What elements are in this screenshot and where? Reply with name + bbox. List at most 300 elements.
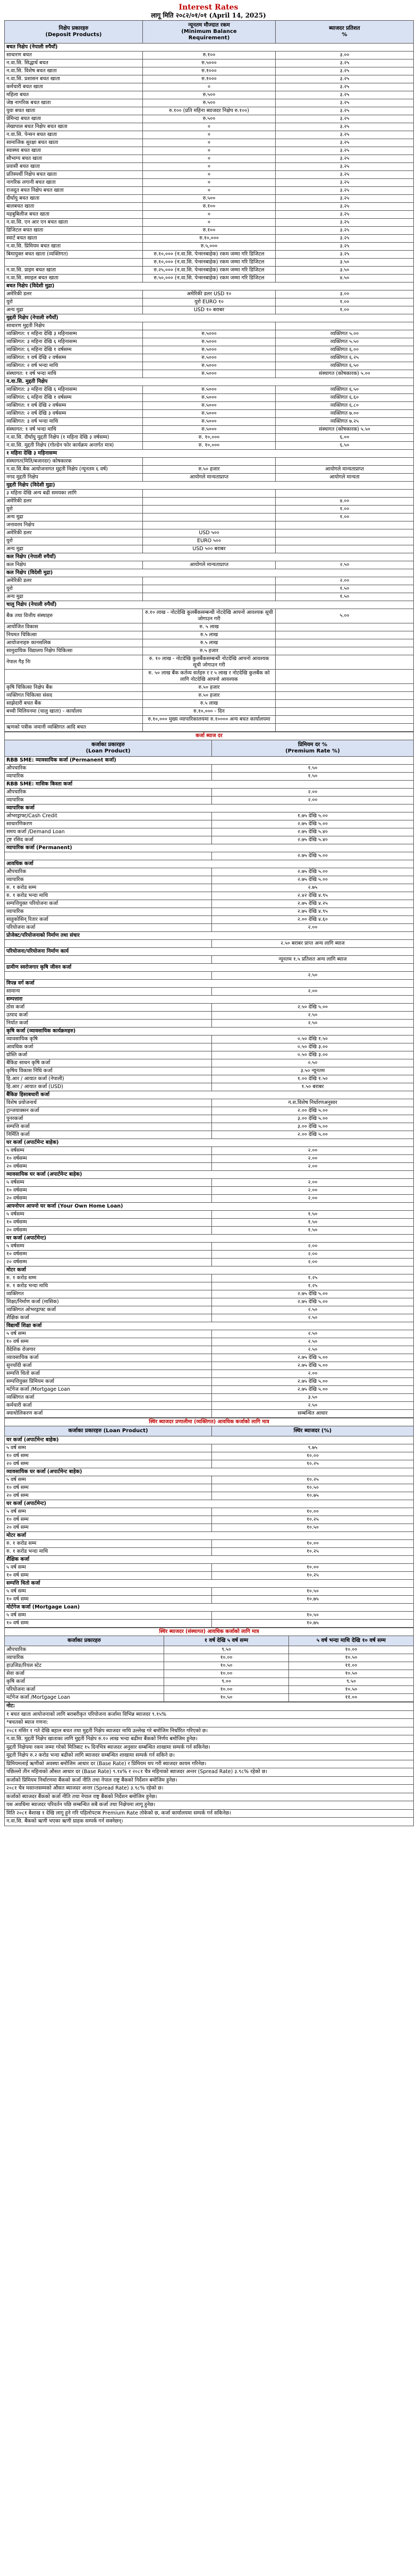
product-name: न.वा.सि. प्रशासन बचत खाता xyxy=(5,75,143,83)
table-row xyxy=(5,812,414,820)
interest-rate: २.५० xyxy=(276,561,414,569)
fixed-rate: १०.२५ xyxy=(212,1572,414,1580)
table-row xyxy=(5,692,414,700)
table-row xyxy=(5,1211,414,1219)
product-name: न.वा.सि. सिद्धार्थ बचत xyxy=(5,59,143,67)
loan-product: ठोस कर्जा xyxy=(5,1004,212,1012)
section-title: RBB SME: मासिक किस्ता कर्जा xyxy=(5,781,414,789)
note-row xyxy=(5,1710,414,1719)
table-row xyxy=(5,1020,414,1028)
note-row xyxy=(5,1785,414,1793)
section-title: प्रोजेक्ट/परियोजनाको निर्माण तथा संचार xyxy=(5,932,414,940)
loan-product xyxy=(5,852,212,860)
product-name: महबुबिलीज बचत खाता xyxy=(5,211,143,219)
product-name xyxy=(5,259,143,267)
section-header xyxy=(5,1203,414,1211)
loan-product: कर्मचारी कर्जा xyxy=(5,1402,212,1410)
minimum-balance: ० xyxy=(143,211,276,219)
loan-product: हि.आर / आयात कर्जा (USD) xyxy=(5,1083,212,1091)
product-name: अन्य मुद्रा xyxy=(5,306,143,314)
rate-1-5-years: १०.०० xyxy=(164,1670,289,1678)
product-name: व्यक्तिगत: १ वर्ष देखि २ वर्षसम्म xyxy=(5,402,143,410)
table-row xyxy=(5,1564,414,1572)
section-header xyxy=(5,860,414,868)
section-title: बचत निक्षेप (नेपाली रुपैयाँ) xyxy=(5,44,414,52)
product-name: बच्ची मिलियनमा (चालु खाता) - कार्यालय xyxy=(5,708,143,716)
table-row xyxy=(5,876,414,884)
table-row xyxy=(5,147,414,155)
product-name: प्रेमिन्दा बचत खाता xyxy=(5,115,143,123)
premium-rate: २.०० xyxy=(212,1147,414,1155)
premium-rate: २.०० xyxy=(212,1259,414,1266)
interest-rate: ३.२५ xyxy=(276,219,414,227)
table-row xyxy=(5,1035,414,1043)
premium-rate: २.०० xyxy=(212,1243,414,1251)
product-name: न.वा.सि.बैक आयोजनागत मुद्दती निक्षेप (न्यूनतम ६ वर्ष) xyxy=(5,466,143,474)
fixed2-table-header xyxy=(5,1636,414,1646)
interest-rate: १.०० xyxy=(276,306,414,314)
table-row xyxy=(5,83,414,91)
rate-1-5-years: १०.५० xyxy=(164,1694,289,1702)
section-title: मोर्टगेज कर्जा (Mortgage Loan) xyxy=(5,1604,414,1612)
table-row xyxy=(5,290,414,298)
product-name: बिमायुक्त बचत खाता (व्यक्तिगत) xyxy=(5,251,143,259)
product-name: कल निक्षेप xyxy=(5,561,143,569)
col-deposit-products: निक्षेप प्रकारहरु (Deposit Products) xyxy=(5,21,143,44)
table-row xyxy=(5,1282,414,1290)
premium-rate: २.७५ देखि ५.०० xyxy=(212,1354,414,1362)
loan-product: २० वर्षसम्म xyxy=(5,1227,212,1235)
loan-product: परियोजना कर्जा xyxy=(5,1686,164,1694)
section-title: आवधिक कर्जा xyxy=(5,860,414,868)
minimum-balance: अमेरिकी डलर USD १० xyxy=(143,290,276,298)
table-row xyxy=(5,1227,414,1235)
minimum-balance: रु.५०० xyxy=(143,99,276,107)
table-row xyxy=(5,631,414,639)
minimum-balance: रु.५००० xyxy=(143,402,276,410)
note-row xyxy=(5,1719,414,1727)
loan-product: ५ वर्ष सम्म xyxy=(5,1444,212,1452)
loan-product: १० वर्ष सम्म xyxy=(5,1596,212,1604)
table-row xyxy=(5,1670,414,1678)
interest-rate: ३.२५ xyxy=(276,227,414,235)
product-name: कर्मचारी बचत खाता xyxy=(5,83,143,91)
table-row xyxy=(5,195,414,203)
product-name: संस्थागत(मिति/बजारदर) कोषकारक xyxy=(5,458,143,466)
section-header xyxy=(5,1139,414,1147)
product-name: नियमत चिकित्सा xyxy=(5,631,143,639)
product-name: युरो xyxy=(5,506,143,514)
premium-rate: न्यूनतम १.५ प्रतिशत अन्य लागि ब्याज xyxy=(212,956,414,964)
loan-product: १० वर्षसम्म xyxy=(5,1155,212,1163)
table-row xyxy=(5,458,414,466)
interest-rate: ३.२५ xyxy=(276,211,414,219)
interest-rate: २.०० xyxy=(276,577,414,585)
product-name: व्यक्तिगत: ३ वर्ष भन्दा माथि xyxy=(5,418,143,426)
loan-product: औपचारिक xyxy=(5,765,212,773)
product-name: व्यक्तिगत: २ वर्ष भन्दा माथि xyxy=(5,362,143,370)
loan-product: शैक्षिक कर्जा xyxy=(5,1314,212,1322)
minimum-balance: रु.५०० xyxy=(143,91,276,99)
loan-product: १० वर्ष सम्म xyxy=(5,1338,212,1346)
table-row xyxy=(5,1195,414,1203)
section-title: कल निक्षेप (विदेशी मुद्रा) xyxy=(5,569,414,577)
premium-rate: ०.५० देखि ३.०० xyxy=(212,1043,414,1051)
table-row xyxy=(5,545,414,553)
loan-product: १० वर्ष सम्म xyxy=(5,1620,212,1628)
minimum-balance: रु.५ लाख xyxy=(143,639,276,647)
loan-product: व्यापारिक xyxy=(5,797,212,805)
section-header xyxy=(5,1091,414,1099)
interest-rate: ३.२५ xyxy=(276,115,414,123)
premium-rate: १.५० बराबर xyxy=(212,1083,414,1091)
interest-rate xyxy=(276,647,414,655)
loan-product: रु. १ करोड सम्म xyxy=(5,1540,212,1548)
product-name: युरो xyxy=(5,585,143,593)
rate-1-5-years: १०.०० xyxy=(164,1654,289,1662)
table-row xyxy=(5,797,414,805)
table-row xyxy=(5,514,414,521)
loan-product: २० वर्ष सम्म xyxy=(5,1460,212,1468)
section-header xyxy=(5,553,414,561)
premium-rate: २.०० xyxy=(212,797,414,805)
interest-rate: व्यक्तिगत ६.५० xyxy=(276,386,414,394)
loan-product: सम्पत्ति धितो कर्जा xyxy=(5,1370,212,1378)
minimum-balance xyxy=(143,490,276,498)
section-title: मोटर कर्जा xyxy=(5,1266,414,1274)
section-header xyxy=(5,932,414,940)
interest-rate: ३.५० xyxy=(276,267,414,275)
fixed-rate: १०.२५ xyxy=(212,1460,414,1468)
minimum-balance: रु.१००० xyxy=(143,67,276,75)
product-name: स्मार्ट बचत खाता xyxy=(5,235,143,243)
premium-rate: १.५० xyxy=(212,1211,414,1219)
section-header xyxy=(5,1604,414,1612)
minimum-balance: ० xyxy=(143,163,276,171)
minimum-balance xyxy=(143,593,276,601)
table-row xyxy=(5,1362,414,1370)
minimum-balance: रु. ५ लाख xyxy=(143,623,276,631)
interest-rate: ३.२५ xyxy=(276,139,414,147)
table-row xyxy=(5,773,414,781)
loan-product: क्याथोलिकरण कर्जा xyxy=(5,1410,212,1418)
table-row xyxy=(5,1596,414,1604)
table-row xyxy=(5,402,414,410)
loan-product: ग्रोस्ति कर्जा xyxy=(5,1051,212,1059)
product-name: अमेरिकी डलर xyxy=(5,577,143,585)
section-title: बैंकिङ हिसाबधारी कर्जा xyxy=(5,1091,414,1099)
note-item: २०८१ मंसिर १ गते देखि बहाल बचत तथा मुद्दती निक्षेप ब्याजदर माथि उल्लेख गरे बमोजिम निर्धारित गरिएको छ। xyxy=(5,1727,414,1735)
table-row xyxy=(5,1043,414,1051)
table-row xyxy=(5,1354,414,1362)
minimum-balance: युरो EURO १० xyxy=(143,298,276,306)
premium-rate: न.श.विशेष निर्धारणअनुसार xyxy=(212,1099,414,1107)
table-row xyxy=(5,868,414,876)
table-row xyxy=(5,836,414,844)
premium-rate: २.७५ देखि ५.४० xyxy=(212,828,414,836)
table-row xyxy=(5,1444,414,1452)
table-row xyxy=(5,1476,414,1484)
product-name: साधारण मुद्दती निक्षेप xyxy=(5,322,143,330)
loan-product: ५ वर्षसम्म xyxy=(5,1179,212,1187)
interest-rate: ३.२५ xyxy=(276,107,414,115)
minimum-balance: ० xyxy=(143,219,276,227)
premium-rate: २.०० देखि ५.०० xyxy=(212,1107,414,1115)
table-row xyxy=(5,67,414,75)
loan-product: सुनचाँदी कर्जा xyxy=(5,1362,212,1370)
minimum-balance: आयोगले मान्यताप्राप्त xyxy=(143,561,276,569)
product-name: जेष्ठ नागरिक बचत खाता xyxy=(5,99,143,107)
section-header xyxy=(5,964,414,972)
loan-product: १० वर्ष सम्म xyxy=(5,1452,212,1460)
table-row xyxy=(5,1492,414,1500)
section-header xyxy=(5,1532,414,1540)
fixed-rate: १०.५० xyxy=(212,1612,414,1620)
note-item: मुद्दती निक्षेप रु.२ करोड भन्दा बढीको लागि ब्याजदर सम्बन्धित शाखामा सम्पर्क गर्न सकिने छ। xyxy=(5,1752,414,1760)
product-name: सामुदायिक विद्यालय निक्षेप चिकित्सा xyxy=(5,647,143,655)
table-row xyxy=(5,1516,414,1524)
interest-rate: आयोगले मान्यता xyxy=(276,474,414,482)
note-row xyxy=(5,1809,414,1818)
section-header xyxy=(5,948,414,956)
minimum-balance: रु.१०० xyxy=(143,227,276,235)
col-fixed-product: कर्जाका प्रकारहरु (Loan Product) xyxy=(5,1426,212,1436)
table-row xyxy=(5,1099,414,1107)
col-fixed2-product: कर्जाका प्रकारहरु xyxy=(5,1636,164,1646)
table-row xyxy=(5,1370,414,1378)
product-name: ३ महिना देखि अन्य बढी समयका लागि xyxy=(5,490,143,498)
interest-rate xyxy=(276,490,414,498)
loan-product: परियोजना कर्जा xyxy=(5,924,212,932)
interest-rate: ३.२५ xyxy=(276,203,414,211)
minimum-balance xyxy=(143,521,276,529)
table-row xyxy=(5,1306,414,1314)
loan-product: २० वर्षसम्म xyxy=(5,1195,212,1203)
table-row xyxy=(5,1115,414,1123)
rate-5-10-years: १०.५० xyxy=(289,1686,414,1694)
table-row xyxy=(5,1004,414,1012)
table-row xyxy=(5,1612,414,1620)
premium-rate: सम्बन्धित आधार xyxy=(212,1410,414,1418)
table-row xyxy=(5,490,414,498)
fixed-rate: १०.०० xyxy=(212,1540,414,1548)
page-title: Interest Rates xyxy=(178,3,239,12)
table-row xyxy=(5,1346,414,1354)
interest-rate: व्यक्तिगत ५.५० xyxy=(276,338,414,346)
product-name: कृषि चिकित्सा निक्षेप बैंक xyxy=(5,684,143,692)
table-row xyxy=(5,346,414,354)
table-row xyxy=(5,585,414,593)
minimum-balance: रु.१० लाख - नोटदेखि कुलबैंकसम्बन्धी नोटदेखि आफ्नो आवश्यक सूची जोगाउन गरी xyxy=(143,609,276,623)
note-row xyxy=(5,1760,414,1768)
fixed-rate: १०.०० xyxy=(212,1452,414,1460)
table-row xyxy=(5,1646,414,1654)
section-title: मुद्दती निक्षेप (विदेशी मुद्रा) xyxy=(5,482,414,490)
product-name: दीर्घायु बचत खाता xyxy=(5,195,143,203)
loan-product: ५ वर्ष सम्म xyxy=(5,1330,212,1338)
premium-rate: २.७५ देखि ५.०० xyxy=(212,868,414,876)
premium-rate: २.०० xyxy=(212,1155,414,1163)
interest-rate: १.५० xyxy=(276,593,414,601)
table-row xyxy=(5,115,414,123)
interest-rate: ३.२५ xyxy=(276,163,414,171)
loan-product: औपचारिक xyxy=(5,789,212,797)
table-row xyxy=(5,1548,414,1556)
interest-rate: ३.२५ xyxy=(276,243,414,251)
section-title: व्यावसायिक घर कर्जा (अपार्टमेन्ट बाहेक) xyxy=(5,1171,414,1179)
fixed-banner: स्थिर ब्याजदर प्रणालीमा (व्यक्तिगत) आवधिक कर्जाको लागि मात्र xyxy=(5,1418,414,1426)
premium-rate: ३.०० देखि ५.०० xyxy=(212,1123,414,1131)
fixed-rate: १०.५० xyxy=(212,1484,414,1492)
product-name xyxy=(5,716,143,724)
table-row xyxy=(5,370,414,378)
table-row xyxy=(5,1067,414,1075)
table-row xyxy=(5,1338,414,1346)
product-name: व्यक्तिगत: ६ महिना देखि १ वर्षसम्म xyxy=(5,346,143,354)
section-header xyxy=(5,314,414,322)
premium-rate: २.०० xyxy=(212,1163,414,1171)
deposit-rates-table xyxy=(4,20,414,732)
table-row xyxy=(5,593,414,601)
fixed-rate: १०.७५ xyxy=(212,1620,414,1628)
loan-product: ५ वर्षसम्म xyxy=(5,1211,212,1219)
interest-rate xyxy=(276,521,414,529)
table-row xyxy=(5,306,414,314)
table-row xyxy=(5,123,414,131)
section-title: घर कर्जा (अपार्टमेन्ट) xyxy=(5,1500,414,1508)
rate-1-5-years: ९.०० xyxy=(164,1678,289,1686)
product-name: व्यक्तिगत: १ महिना देखि ३ महिनासम्म xyxy=(5,330,143,338)
minimum-balance: रु.५००० xyxy=(143,338,276,346)
product-name: न.वा.सि. एन आर एन बचत खाता xyxy=(5,219,143,227)
minimum-balance: रु. १० लाख - नोटदेखि कुलबैंकसम्बन्धी नोटदेखि आफ्नो आवश्यक सूची जोगाउन गरी xyxy=(143,655,276,670)
table-row xyxy=(5,956,414,964)
fixed-rate: १०.५० xyxy=(212,1524,414,1532)
rate-5-10-years: ९.५० xyxy=(289,1678,414,1686)
section-header xyxy=(5,980,414,988)
fixed-rate: १०.५० xyxy=(212,1588,414,1596)
premium-rate: २.७५ देखि ४.२५ xyxy=(212,900,414,908)
table-row xyxy=(5,251,414,259)
product-name: न.वा.सि. प्रिमियम बचत खाता xyxy=(5,243,143,251)
section-header xyxy=(5,450,414,458)
product-name: व्यक्तिगत: ३ महिना देखि ६ महिनासम्म xyxy=(5,386,143,394)
product-name: सामाजिक सुरक्षा बचत खाता xyxy=(5,139,143,147)
premium-rate: २.७५ देखि ५.४० xyxy=(212,836,414,844)
table-row xyxy=(5,227,414,235)
premium-rate: २.५० xyxy=(212,1338,414,1346)
table-row xyxy=(5,1147,414,1155)
loan-product xyxy=(5,940,212,948)
loan-banner: कर्जा ब्याज दर xyxy=(5,732,414,740)
section-header xyxy=(5,482,414,490)
minimum-balance: ० xyxy=(143,139,276,147)
section-title: घर कर्जा (अपार्टमेन्ट बाहेक) xyxy=(5,1139,414,1147)
minimum-balance: रु.५००० xyxy=(143,394,276,402)
note-row xyxy=(5,1743,414,1752)
loan-product: ५ वर्ष सम्म xyxy=(5,1564,212,1572)
loan-product: मर्टगेज कर्जा /Mortgage Loan xyxy=(5,1386,212,1394)
minimum-balance: रु.५० हजार xyxy=(143,692,276,700)
interest-rate xyxy=(276,670,414,684)
interest-rate: ३.५० xyxy=(276,259,414,267)
loan-product: व्यापारिक xyxy=(5,773,212,781)
minimum-balance xyxy=(143,577,276,585)
note-item: *बचतको ब्याज गणना: xyxy=(5,1719,414,1727)
table-row xyxy=(5,561,414,569)
minimum-balance: रु.५००० xyxy=(143,354,276,362)
interest-rate: १.५० xyxy=(276,585,414,593)
table-row xyxy=(5,908,414,916)
product-name: व्यक्तिगत: ६ महिना देखि १ वर्षसम्म xyxy=(5,394,143,402)
section-title: घर कर्जा (अपार्टमेन्ट बाहेक) xyxy=(5,1436,414,1444)
section-header xyxy=(5,1322,414,1330)
loan-product: १० वर्षसम्म xyxy=(5,1251,212,1259)
interest-rate: ३.२५ xyxy=(276,179,414,187)
minimum-balance: रु.१०,००० मुख्य व्यापारिकालयमा रु.१०००० अन्य बचत कार्यालयमा xyxy=(143,716,276,724)
product-name: अमेरिकी डलर xyxy=(5,290,143,298)
note-item: मुद्दती निक्षेपमा रकम जम्मा गरेको मितिबाट १५ दिनभित्र ब्याजदर अनुसार सम्बन्धित शाखामा सम्पर्क गर्न सकिनेछ। xyxy=(5,1743,414,1752)
minimum-balance: रु.५० हजार xyxy=(143,466,276,474)
premium-rate: २.०० xyxy=(212,1179,414,1187)
loan-product: शिक्षा/निर्माण कर्जा (मासिक) xyxy=(5,1298,212,1306)
note-item: न.वा.सि. मुद्दती निक्षेप खाताका लागि मुद्दती निक्षेप रु.१० लाख भन्दा बढीमा बैंकको निर्णय बमोजिम हुनेछ। xyxy=(5,1735,414,1744)
product-name: आयोजित विकास xyxy=(5,623,143,631)
table-row xyxy=(5,155,414,163)
table-row xyxy=(5,1123,414,1131)
premium-rate: १.५० xyxy=(212,773,414,781)
table-row xyxy=(5,1484,414,1492)
table-row xyxy=(5,1075,414,1083)
loan-product: विशेष प्रयोजनार्थ xyxy=(5,1099,212,1107)
minimum-balance xyxy=(143,322,276,330)
product-name: बैंक तथा वित्तीय संस्थाहरु xyxy=(5,609,143,623)
loan-product: २० वर्षसम्म xyxy=(5,1163,212,1171)
premium-rate: १.२५ xyxy=(212,1274,414,1282)
section-header xyxy=(5,601,414,609)
section-title: शैक्षिक कर्जा xyxy=(5,1556,414,1564)
note-item: कर्जाको प्रिमियम निर्धारणमा बैंकको कर्जा नीति तथा नेपाल राष्ट्र बैंकको निर्देशन बमोजिम हुनेछ। xyxy=(5,1776,414,1785)
product-name: महिला बचत xyxy=(5,91,143,99)
premium-rate: १.२५ xyxy=(212,1282,414,1290)
product-name: नेपाल गैड़ निः xyxy=(5,655,143,670)
table-row xyxy=(5,1460,414,1468)
col-interest-rate: ब्याजदर प्रतिशत % xyxy=(276,21,414,44)
minimum-balance: ० xyxy=(143,187,276,195)
product-name: जनावरम निक्षेप xyxy=(5,521,143,529)
minimum-balance: रु.१०,००० - दिन xyxy=(143,708,276,716)
table-row xyxy=(5,892,414,900)
fixed-rate: १०.२५ xyxy=(212,1548,414,1556)
table-row xyxy=(5,765,414,773)
table-row xyxy=(5,203,414,211)
minimum-balance: रु.१०० (प्रति महिना ब्याजदर निक्षेप रु.१००) xyxy=(143,107,276,115)
table-row xyxy=(5,988,414,996)
section-title: परियोजना/परियोजना निर्माण कार्य xyxy=(5,948,414,956)
loan-product: रु. १ करोड भन्दा माथि xyxy=(5,892,212,900)
product-name: न.वा.सि. मुद्दती निक्षेप (गोल्डेन फोर कार्यक्रम अन्तर्गत मात्र) xyxy=(5,442,143,450)
premium-rate: २.०० xyxy=(212,1251,414,1259)
table-row xyxy=(5,820,414,828)
table-row xyxy=(5,1179,414,1187)
minimum-balance: रु.५००० xyxy=(143,410,276,418)
table-row xyxy=(5,1654,414,1662)
table-row xyxy=(5,1662,414,1670)
table-row xyxy=(5,259,414,267)
loan-product xyxy=(5,956,212,964)
minimum-balance xyxy=(143,724,276,732)
section-title: विपन्न वर्ग कर्जा xyxy=(5,980,414,988)
